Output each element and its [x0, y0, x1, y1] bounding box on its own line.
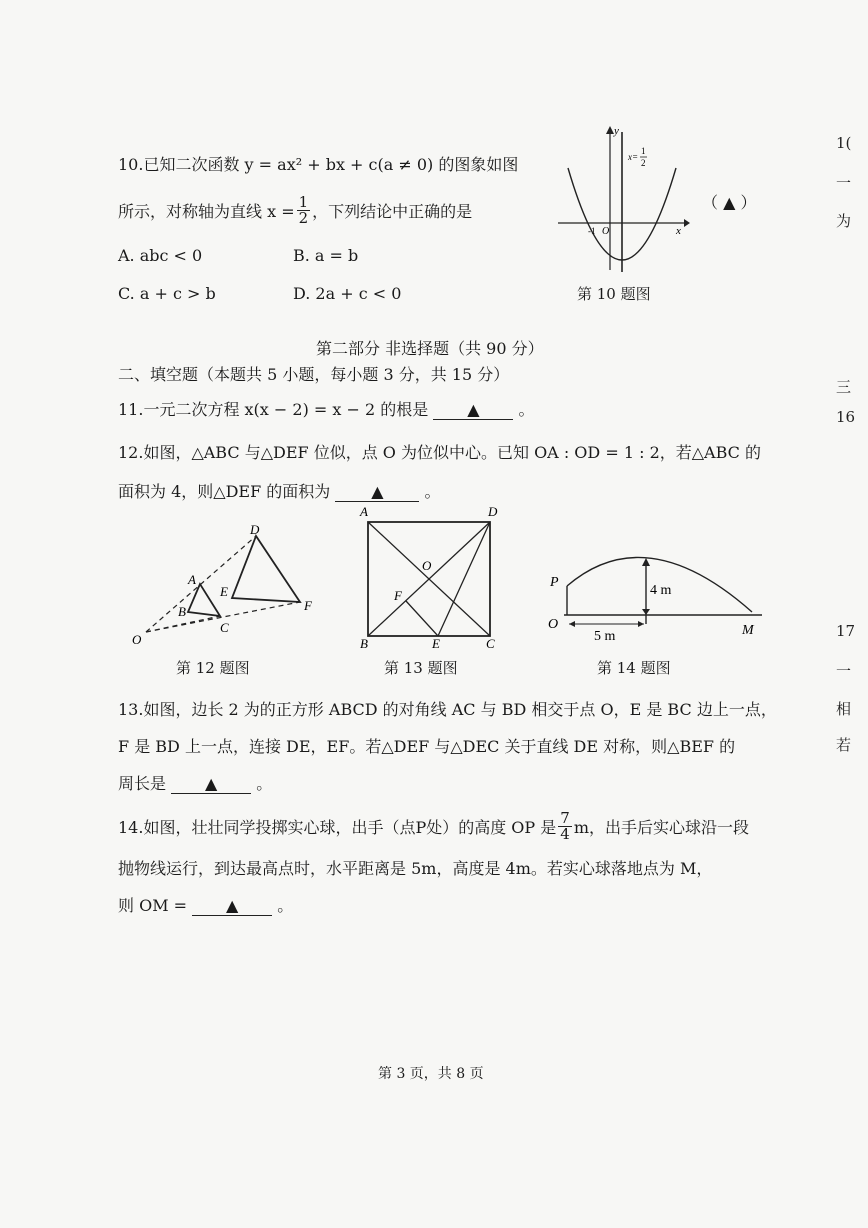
q11-line — [118, 397, 534, 420]
q12-label-o: O — [132, 632, 142, 647]
q13-label-e: E — [432, 636, 440, 651]
q13-segment-ef — [406, 601, 438, 636]
q14-line3 — [118, 893, 293, 916]
q10-frac-num: 1 — [298, 192, 309, 211]
q14-line1 — [118, 806, 749, 846]
q13-caption: 第 13 题图 — [384, 659, 458, 677]
q14-line1-post: m，出手后实心球沿一段 — [573, 817, 750, 837]
q14-label-m: M — [742, 623, 754, 638]
q13-line1: 13.如图，边长 2 为的正方形 ABCD 的对角线 AC 与 BD 相交于点 O，E 是 BC 边上一点， — [118, 700, 777, 719]
q12-triangle-abc — [188, 584, 220, 616]
edge-text-7: 一 — [836, 662, 852, 680]
q10-line2-pre: 所示，对称轴为直线 x = — [118, 201, 295, 221]
edge-text-6: 17 — [836, 622, 856, 640]
fill-in-section-title: 二、填空题（本题共 5 小题，每小题 3 分，共 15 分） — [118, 365, 510, 384]
q13-label-f: F — [394, 588, 402, 603]
q14-label-o: O — [548, 617, 559, 632]
q10-line2-post: ，下列结论中正确的是 — [312, 201, 473, 221]
edge-text-2: 一 — [836, 174, 852, 192]
edge-text-1: 1( — [836, 134, 852, 152]
edge-text-5: 16 — [836, 408, 856, 426]
q14-frac-num: 7 — [560, 808, 570, 827]
q14-frac-den: 4 — [560, 824, 570, 843]
q14-text: 则 OM = — [118, 896, 188, 915]
q14-line1-pre: 14.如图，壮壮同学投掷实心球，出手（点P处）的高度 OP 是 — [118, 817, 557, 837]
q14-label-height: 4 m — [650, 583, 672, 598]
q10-stem-line2 — [118, 190, 472, 230]
q10-x-label: x — [676, 225, 681, 237]
q13-label-a: A — [360, 504, 368, 519]
q10-fraction — [297, 192, 311, 227]
q10-option-d: D. 2a + c < 0 — [293, 284, 402, 303]
q14-fraction — [558, 808, 572, 843]
q12-label-a: A — [188, 572, 196, 587]
q10-option-c: C. a + c > b — [118, 284, 216, 303]
q12-label-f: F — [304, 598, 312, 613]
q13-label-d: D — [488, 504, 498, 519]
q10-option-b: B. a = b — [293, 246, 359, 265]
q13-label-b: B — [360, 636, 368, 651]
q10-stem-line1: 10.已知二次函数 y = ax² + bx + c(a ≠ 0) 的图象如图 — [118, 155, 519, 174]
q12-text: 面积为 4，则△DEF 的面积为 — [118, 482, 331, 501]
q10-sym-den: 2 — [641, 158, 646, 168]
q10-origin-label: O — [602, 226, 610, 237]
q10-frac-den: 2 — [298, 208, 309, 227]
q12-answer-blank[interactable]: ▲ — [335, 483, 419, 502]
q10-caption: 第 10 题图 — [577, 285, 651, 303]
q12-caption: 第 12 题图 — [176, 659, 250, 677]
q13-answer-blank[interactable]: ▲ — [171, 775, 251, 794]
q14-label-distance: 5 m — [594, 629, 616, 644]
q13-text: 周长是 — [118, 774, 167, 793]
edge-text-4: 三 — [836, 378, 852, 396]
q13-label-o: O — [422, 558, 432, 573]
q12-label-c: C — [220, 620, 229, 635]
q12-triangle-def — [232, 536, 300, 602]
section-2-title: 第二部分 非选择题（共 90 分） — [316, 339, 544, 358]
q14-line2: 抛物线运行，到达最高点时，水平距离是 5m，高度是 4m。若实心球落地点为 M， — [118, 859, 713, 878]
q14-label-p: P — [550, 575, 559, 590]
q10-answer-blank: （ ▲ ） — [702, 193, 757, 212]
q12-label-e: E — [220, 584, 228, 599]
q12-line1: 12.如图，△ABC 与△DEF 位似，点 O 为位似中心。已知 OA : OD = 1 : 2，若△ABC 的 — [118, 443, 761, 462]
q13-line3 — [118, 771, 272, 794]
q12-line2 — [118, 479, 440, 502]
q14-answer-blank[interactable]: ▲ — [192, 897, 272, 916]
edge-text-9: 若 — [836, 736, 852, 754]
q10-option-a: A. abc < 0 — [118, 246, 203, 265]
q13-figure — [350, 500, 510, 652]
q12-label-b: B — [178, 604, 186, 619]
q13-segment-de — [438, 522, 490, 636]
q11-answer-blank[interactable]: ▲ — [433, 401, 513, 420]
q13-period: 。 — [256, 774, 273, 793]
q10-y-label: y — [614, 125, 619, 137]
q10-figure — [548, 122, 698, 272]
q14-figure — [542, 548, 766, 648]
q12-figure — [124, 520, 329, 650]
q10-neg1-label: -1 — [588, 226, 596, 236]
q14-caption: 第 14 题图 — [597, 659, 671, 677]
q13-label-c: C — [486, 636, 495, 651]
edge-text-8: 相 — [836, 700, 852, 718]
q12-period: 。 — [424, 482, 441, 501]
q10-sym-num: 1 — [641, 146, 646, 156]
q13-line2: F 是 BD 上一点，连接 DE，EF。若△DEF 与△DEC 关于直线 DE 对称，则△BEF 的 — [118, 737, 736, 756]
q14-period: 。 — [277, 896, 294, 915]
q11-period: 。 — [518, 400, 535, 419]
q11-text: 11.一元二次方程 x(x − 2) = x − 2 的根是 — [118, 400, 429, 419]
page-footer: 第 3 页，共 8 页 — [378, 1066, 484, 1082]
q12-label-d: D — [250, 522, 260, 537]
edge-text-3: 为 — [836, 212, 852, 230]
q10-sym-label: x= — [628, 152, 639, 162]
